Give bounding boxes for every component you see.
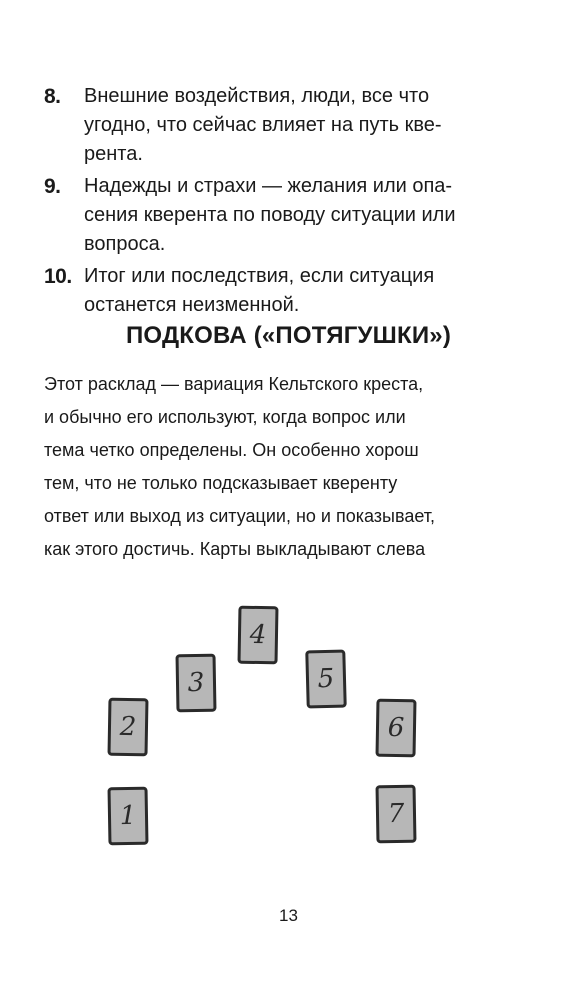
- list-item: [44, 82, 544, 169]
- text-line: вопроса.: [84, 233, 166, 255]
- text-line: останется неизменной.: [84, 294, 300, 316]
- tarot-card-5: [305, 649, 347, 708]
- paragraph-line: Этот расклад — вариация Кельтского креста,: [44, 374, 424, 394]
- tarot-card-4: [237, 606, 278, 665]
- tarot-card-1: [107, 787, 148, 846]
- card-number: 5: [317, 663, 335, 695]
- card-number: 4: [249, 619, 267, 651]
- horseshoe-spread-illustration: [0, 595, 577, 875]
- list-item-text: [84, 82, 524, 169]
- tarot-card-3: [175, 654, 216, 713]
- paragraph-line: тема четко определены. Он особенно хорош: [44, 440, 419, 460]
- section-heading: ПОДКОВА («ПОТЯГУШКИ»): [125, 322, 452, 349]
- tarot-card-7: [375, 785, 416, 844]
- section-paragraph: [44, 368, 544, 566]
- text-line: Надежды и страхи — желания или опа-: [84, 175, 453, 197]
- text-line: рента.: [84, 143, 143, 165]
- paragraph-line: ответ или выход из ситуации, но и показывает,: [44, 506, 436, 526]
- card-number: 7: [387, 798, 405, 830]
- card-number: 6: [387, 712, 405, 744]
- numbered-list: [44, 82, 544, 323]
- card-number: 2: [119, 711, 137, 743]
- list-item: [44, 262, 544, 320]
- paragraph-line: тем, что не только подсказывает кверенту: [44, 473, 398, 493]
- list-item-text: [84, 262, 524, 320]
- text-line: сения кверента по поводу ситуации или: [84, 204, 456, 226]
- tarot-card-6: [375, 699, 416, 758]
- text-line: Внешние воздействия, люди, все что: [84, 85, 430, 107]
- text-line: Итог или последствия, если ситуация: [84, 265, 435, 287]
- list-item: [44, 172, 544, 259]
- paragraph-line: как этого достичь. Карты выкладывают слева: [44, 539, 426, 559]
- list-item-text: [84, 172, 524, 259]
- list-item-number: 10.: [44, 265, 72, 288]
- list-item-number: 8.: [44, 85, 61, 108]
- paragraph-line: и обычно его используют, когда вопрос или: [44, 407, 406, 427]
- page-number: 13: [279, 906, 298, 925]
- card-number: 1: [119, 800, 137, 832]
- list-item-number: 9.: [44, 175, 61, 198]
- card-number: 3: [187, 667, 205, 699]
- tarot-card-2: [107, 698, 148, 757]
- text-line: угодно, что сейчас влияет на путь кве-: [84, 114, 442, 136]
